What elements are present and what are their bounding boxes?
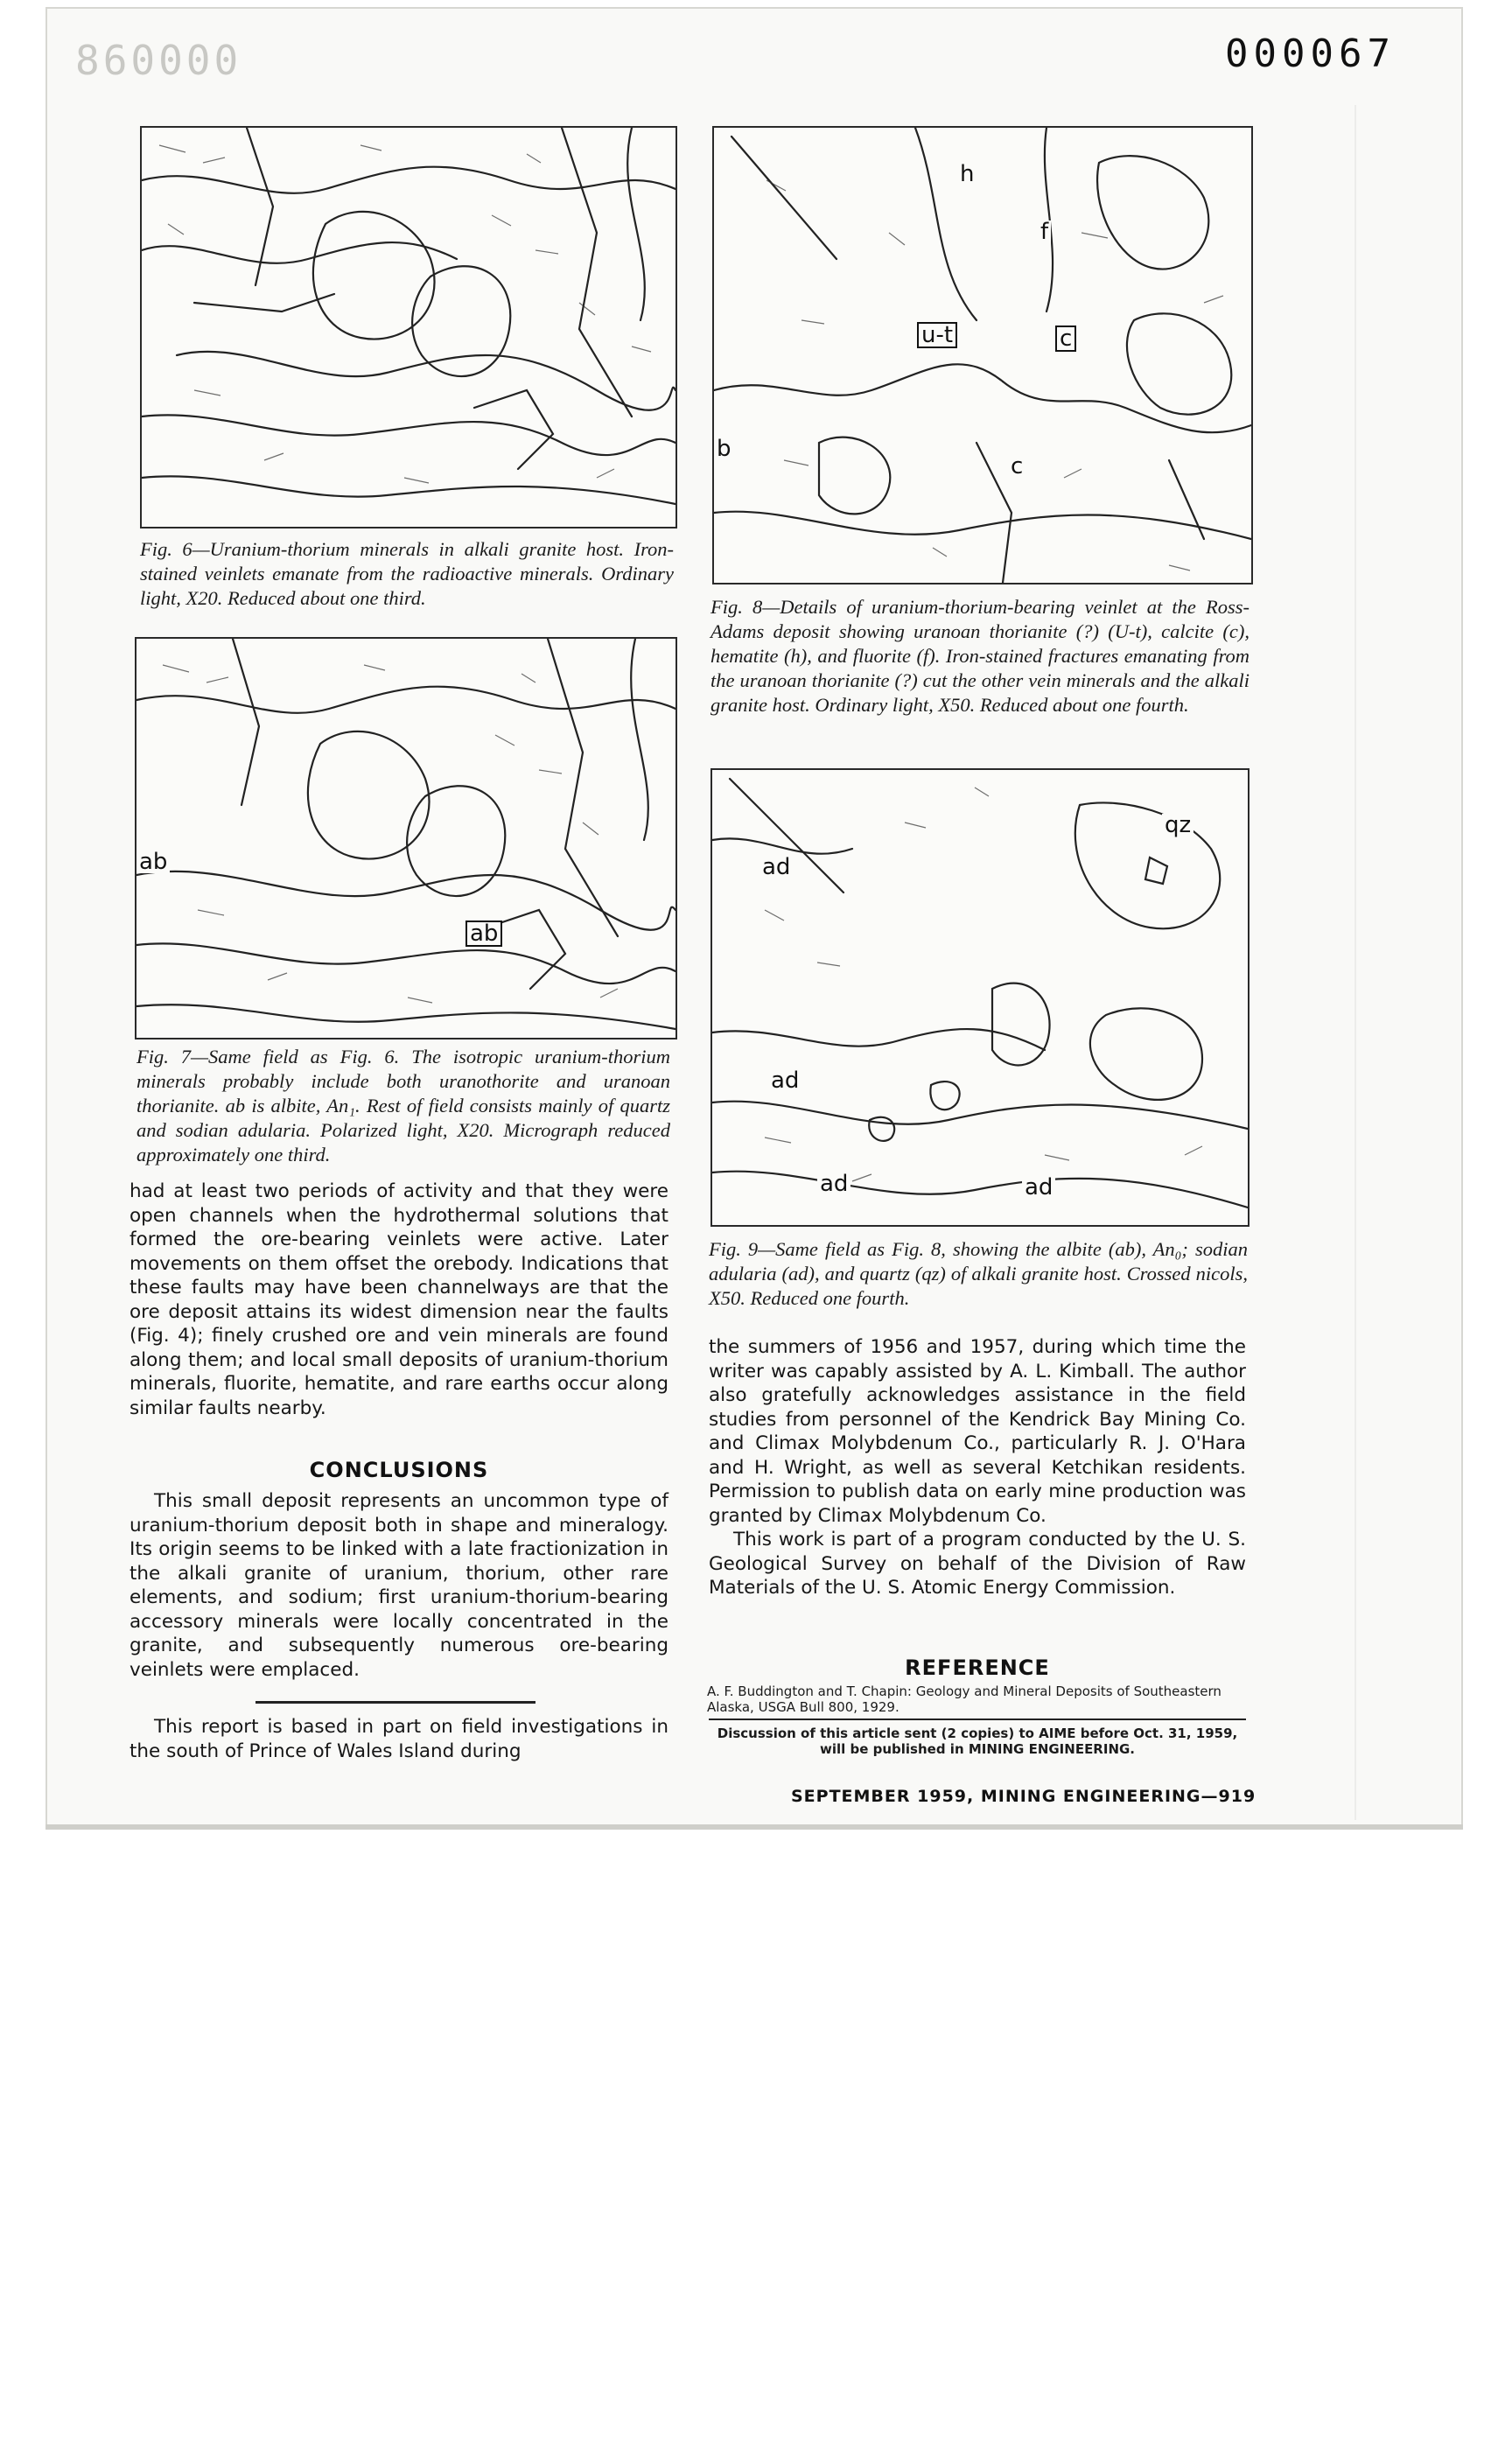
figure-9-label-ad-upper: ad (760, 856, 793, 878)
figure-8-label-c-upper: c (1055, 326, 1076, 352)
figure-8-label-b: b (714, 438, 734, 460)
reference-heading: REFERENCE (905, 1656, 1050, 1680)
figure-9-image (712, 770, 1248, 1225)
figure-9-label-qz: qz (1162, 814, 1194, 836)
conclusions-text (130, 1489, 668, 1682)
page-edge-shadow (46, 1824, 1463, 1830)
discussion-note: Discussion of this article sent (2 copies) to AIME before Oct. 31, 1959, will be published in MINING ENGINEERING. (717, 1726, 1238, 1757)
section-divider (256, 1701, 536, 1704)
figure-6-caption: Fig. 6—Uranium-thorium minerals in alkali granite host. Iron-stained veinlets emanate from the radioactive minerals. Ordinary light, X20. Reduced about one third. (140, 538, 674, 609)
figure-7-image (136, 639, 676, 1038)
page-stamp-number: 000067 (1225, 32, 1396, 76)
figure-6-micrograph (140, 126, 677, 528)
reference-divider (709, 1718, 1246, 1720)
conclusions-paragraph: This small deposit represents an uncommon type of uranium-thorium deposit both in shape and mineralogy. Its origin seems to be linked with a late fractionization in the alkali granite of uranium, thorium, other rare elements, and sodium; first uranium-thorium-bearing accessory minerals were locally concentrated in the granite, and subsequently numerous ore-bearing veinlets were emplaced. (130, 1490, 668, 1681)
margin-line (1354, 105, 1356, 1820)
program-paragraph: This work is part of a program conducted by the U. S. Geological Survey on behalf of the Division of Raw Materials of the U. S. Atomic Energy Commission. (709, 1529, 1246, 1599)
faded-stamp-number: 860000 (75, 37, 242, 84)
figure-6-image (142, 128, 676, 527)
figure-9-caption: Fig. 9—Same field as Fig. 8, showing the albite (ab), An₀; sodian adularia (ad), and quartz (qz) of alkali granite host. Crossed nicols, X50. Reduced one fourth. (709, 1238, 1248, 1309)
figure-9-label-ad-lower-left: ad (817, 1172, 850, 1195)
figure-8-image (714, 128, 1251, 583)
figure-8-micrograph (712, 126, 1253, 584)
figure-9-label-ad-lower-right: ad (1022, 1176, 1055, 1199)
figure-9-label-ad-middle: ad (768, 1069, 802, 1092)
figure-8-label-h: h (957, 163, 976, 186)
acknowledgment-paragraph-continued: the summers of 1956 and 1957, during which time the writer was capably assisted by A. L. Kimball. The author also gratefully acknowledges assistance in the field studies from personnel of the Kendrick Bay Mining Co. and Climax Molybdenum Co., particularly R. J. O'Hara and H. Wright, as well as several Ketchikan residents. Permission to publish data on early mine production was granted by Climax Molybdenum Co. (709, 1336, 1246, 1527)
conclusions-heading: CONCLUSIONS (309, 1458, 489, 1482)
figure-8-label-f: f (1038, 220, 1051, 243)
acknowledgment-paragraph-start: This report is based in part on field investigations in the south of Prince of Wales Island during (130, 1716, 668, 1762)
figure-8-caption: Fig. 8—Details of uranium-thorium-bearing veinlet at the Ross-Adams deposit showing uranoan thorianite (?) (U-t), calcite (c), hematite (h), and fluorite (f). Iron-stained fractures emanating from the uranoan thorianite (?) cut the other vein minerals and the alkali granite host. Ordinary light, X50. Reduced about one fourth. (710, 596, 1250, 716)
left-column-text (130, 1180, 668, 1420)
figure-7-caption: Fig. 7—Same field as Fig. 6. The isotropic uranium-thorium minerals probably include both uranothorite and uranoan thorianite. ab is albite, An₁. Rest of field consists mainly of quartz and sodian adularia. Polarized light, X20. Micrograph reduced approximately one third. (136, 1046, 670, 1166)
figure-8-label-u-t: u-t (917, 322, 957, 348)
figure-8-label-c-lower: c (1008, 455, 1026, 478)
faults-paragraph: had at least two periods of activity and that they were open channels when the hydrothermal solutions that formed the ore-bearing veinlets were active. Later movements on them offset the orebody. Indications that these faults may have been channelways are that the ore deposit attains its widest dimension near the faults (Fig. 4); finely crushed ore and vein minerals are found along them; and local small deposits of uranium-thorium minerals, fluorite, hematite, and rare earths occur along similar faults nearby. (130, 1180, 668, 1419)
figure-7-label-ab-left: ab (136, 850, 170, 873)
reference-entry: A. F. Buddington and T. Chapin: Geology and Mineral Deposits of Southeastern Alaska, USGA Bull 800, 1929. (707, 1684, 1222, 1715)
right-column-text (709, 1335, 1246, 1600)
page-footer: SEPTEMBER 1959, MINING ENGINEERING—919 (791, 1787, 1256, 1806)
figure-7-micrograph (135, 637, 677, 1040)
figure-7-label-ab-right: ab (466, 920, 502, 947)
acknowledgment-start-text (130, 1715, 668, 1763)
